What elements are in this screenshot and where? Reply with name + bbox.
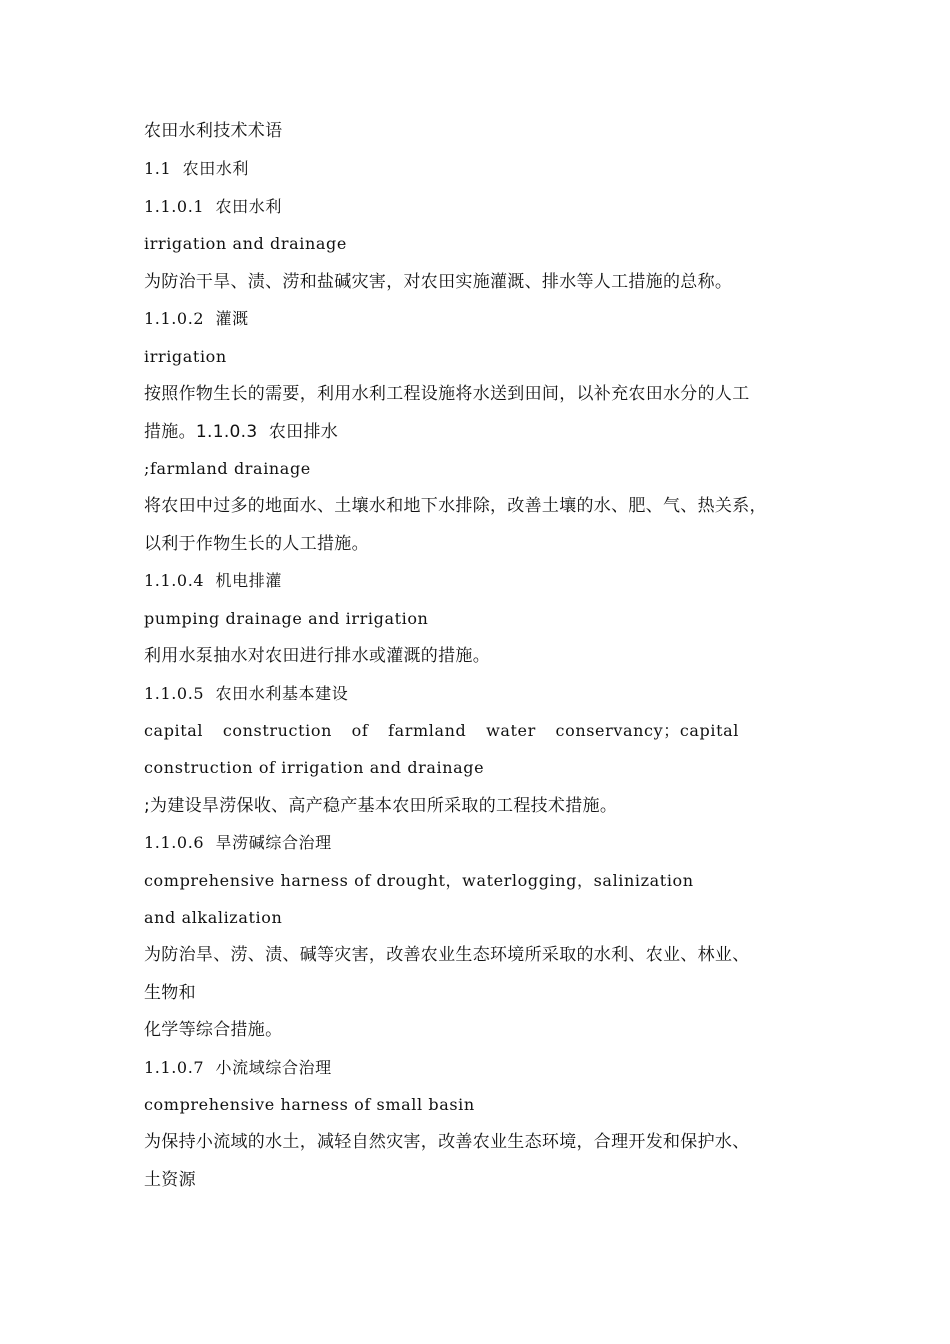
term-english: comprehensive harness of small basin [144, 1095, 475, 1114]
term-heading: 1.1.0.2 灌溉 [144, 309, 249, 328]
term-definition: 以利于作物生长的人工措施。 [144, 534, 369, 554]
term-english: irrigation [144, 347, 227, 366]
term-heading: 1.1.0.5 农田水利基本建设 [144, 684, 349, 703]
term-heading: 1.1.0.1 农田水利 [144, 197, 282, 216]
term-english: construction of irrigation and drainage [144, 758, 485, 777]
term-english: pumping drainage and irrigation [144, 609, 429, 628]
term-definition: 利用水泵抽水对农田进行排水或灌溉的措施。 [144, 646, 490, 666]
term-definition: 为防治干旱、渍、涝和盐碱灾害，对农田实施灌溉、排水等人工措施的总称。 [144, 272, 733, 292]
term-heading: 1.1.0.7 小流域综合治理 [144, 1058, 332, 1077]
term-heading: 1.1.0.4 机电排灌 [144, 571, 282, 590]
term-definition: 生物和 [144, 983, 196, 1003]
term-definition: 措施。1.1.0.3 农田排水 [144, 422, 339, 442]
term-heading: 1.1.0.6 旱涝碱综合治理 [144, 833, 332, 852]
term-english: irrigation and drainage [144, 234, 347, 253]
term-definition: 将农田中过多的地面水、土壤水和地下水排除，改善土壤的水、肥、气、热关系， [144, 496, 767, 516]
term-english: ;farmland drainage [144, 459, 311, 478]
term-definition: 土资源 [144, 1170, 196, 1190]
term-definition: 为防治旱、涝、渍、碱等灾害，改善农业生态环境所采取的水利、农业、林业、 [144, 945, 750, 965]
term-english: capital construction of farmland water conservancy；capital [144, 721, 739, 740]
section-heading: 1.1 农田水利 [144, 159, 250, 178]
term-english: comprehensive harness of drought，waterlogging，salinization [144, 871, 694, 890]
term-definition: 按照作物生长的需要，利用水利工程设施将水送到田间，以补充农田水分的人工 [144, 384, 750, 404]
term-definition: 化学等综合措施。 [144, 1020, 283, 1040]
document-title: 农田水利技术术语 [144, 121, 283, 141]
term-english: and alkalization [144, 908, 283, 927]
term-definition: 为保持小流域的水土，减轻自然灾害，改善农业生态环境，合理开发和保护水、 [144, 1132, 750, 1152]
term-definition: ;为建设旱涝保收、高产稳产基本农田所采取的工程技术措施。 [144, 796, 618, 816]
